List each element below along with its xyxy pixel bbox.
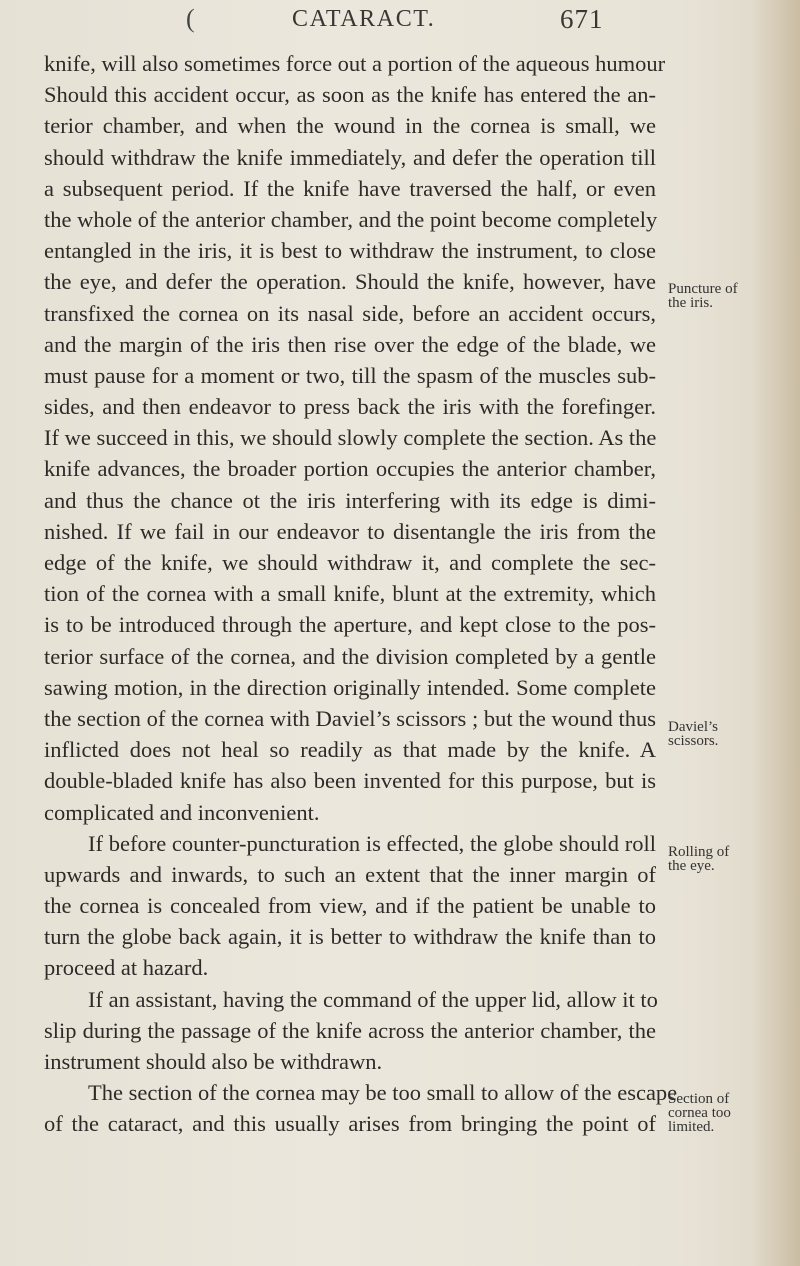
text-line: double-bladed knife has also been invented for this purpose, but is: [44, 768, 656, 794]
text-line: terior surface of the cornea, and the division completed by a gentle: [44, 643, 656, 669]
text-line: turn the globe back again, it is better to withdraw the knife than to: [44, 924, 656, 950]
text-line: Should this accident occur, as soon as the knife has entered the an-: [44, 82, 656, 108]
text-line: the eye, and defer the operation. Should the knife, however, have: [44, 269, 656, 295]
margin-note-line: Section of: [668, 1091, 730, 1107]
text-line: tion of the cornea with a small knife, blunt at the extremity, which: [44, 581, 656, 607]
text-line: slip during the passage of the knife across the anterior chamber, the: [44, 1017, 656, 1043]
page-header: [0, 4, 800, 44]
text-line: knife advances, the broader portion occupies the anterior chamber,: [44, 456, 656, 482]
text-line: of the cataract, and this usually arises from bringing the point of: [44, 1111, 656, 1137]
margin-note-line: Daviel’s: [668, 719, 718, 735]
text-line: edge of the knife, we should withdraw it, and complete the sec-: [44, 550, 656, 575]
margin-note-puncture-of-iris: [668, 282, 764, 310]
text-line: upwards and inwards, to such an extent that the inner margin of: [44, 861, 656, 887]
text-line: entangled in the iris, it is best to withdraw the instrument, to close: [44, 238, 656, 264]
paragraph-last-line: instrument should also be withdrawn.: [44, 1049, 383, 1074]
paragraph-last-line: proceed at hazard.: [44, 955, 209, 981]
text-line: nished. If we fail in our endeavor to disentangle the iris from the: [44, 518, 656, 544]
body-text: [44, 48, 678, 1140]
margin-note-line: Rolling of: [668, 844, 730, 860]
page-edge-shadow: [752, 0, 800, 1266]
text-line: sides, and then endeavor to press back the iris with the forefinger.: [44, 394, 656, 420]
text-line: a subsequent period. If the knife have traversed the half, or even: [44, 175, 656, 201]
running-title: CATARACT.: [292, 6, 436, 32]
text-line: is to be introduced through the aperture, and kept close to the pos-: [44, 612, 656, 638]
text-line: must pause for a moment or two, till the spasm of the muscles sub-: [44, 362, 656, 388]
text-line: If we succeed in this, we should slowly complete the section. As the: [44, 425, 657, 451]
paragraph-first-line: If before counter-puncturation is effected, the globe should roll: [88, 830, 656, 856]
header-bracket: (: [186, 4, 195, 33]
page-number: 671: [560, 4, 604, 34]
margin-note-rolling-of-eye: [668, 845, 764, 873]
paragraph-first-line: The section of the cornea may be too small to allow of the escape: [88, 1080, 678, 1106]
margin-note-line: the eye.: [668, 858, 715, 874]
text-line: should withdraw the knife immediately, and defer the operation till: [44, 144, 656, 170]
text-line: the cornea is concealed from view, and if the patient be unable to: [44, 893, 656, 919]
paragraph-last-line: complicated and inconvenient.: [44, 799, 320, 825]
margin-note-line: limited.: [668, 1119, 715, 1135]
margin-note-section-too-limited: [668, 1092, 764, 1134]
margin-note-daviels-scissors: [668, 720, 764, 748]
text-line: terior chamber, and when the wound in the cornea is small, we: [44, 113, 656, 139]
margin-note-line: the iris.: [668, 295, 713, 311]
text-line: inflicted does not heal so readily as that made by the knife. A: [44, 737, 656, 763]
text-line: and thus the chance ot the iris interfering with its edge is dimi-: [44, 487, 656, 513]
paragraph-first-line: If an assistant, having the command of the upper lid, allow it to: [88, 986, 658, 1012]
margin-note-line: Puncture of: [668, 281, 738, 297]
text-line: sawing motion, in the direction originally intended. Some complete: [44, 674, 656, 700]
margin-note-line: cornea too: [668, 1105, 731, 1121]
text-line: knife, will also sometimes force out a portion of the aqueous humour: [44, 51, 666, 76]
margin-note-line: scissors.: [668, 733, 719, 749]
text-line: transfixed the cornea on its nasal side, before an accident occurs,: [44, 300, 656, 326]
text-line: the section of the cornea with Daviel’s scissors ; but the wound thus: [44, 705, 656, 731]
text-line: and the margin of the iris then rise over the edge of the blade, we: [44, 331, 656, 357]
text-line: the whole of the anterior chamber, and the point become completely: [44, 206, 658, 232]
